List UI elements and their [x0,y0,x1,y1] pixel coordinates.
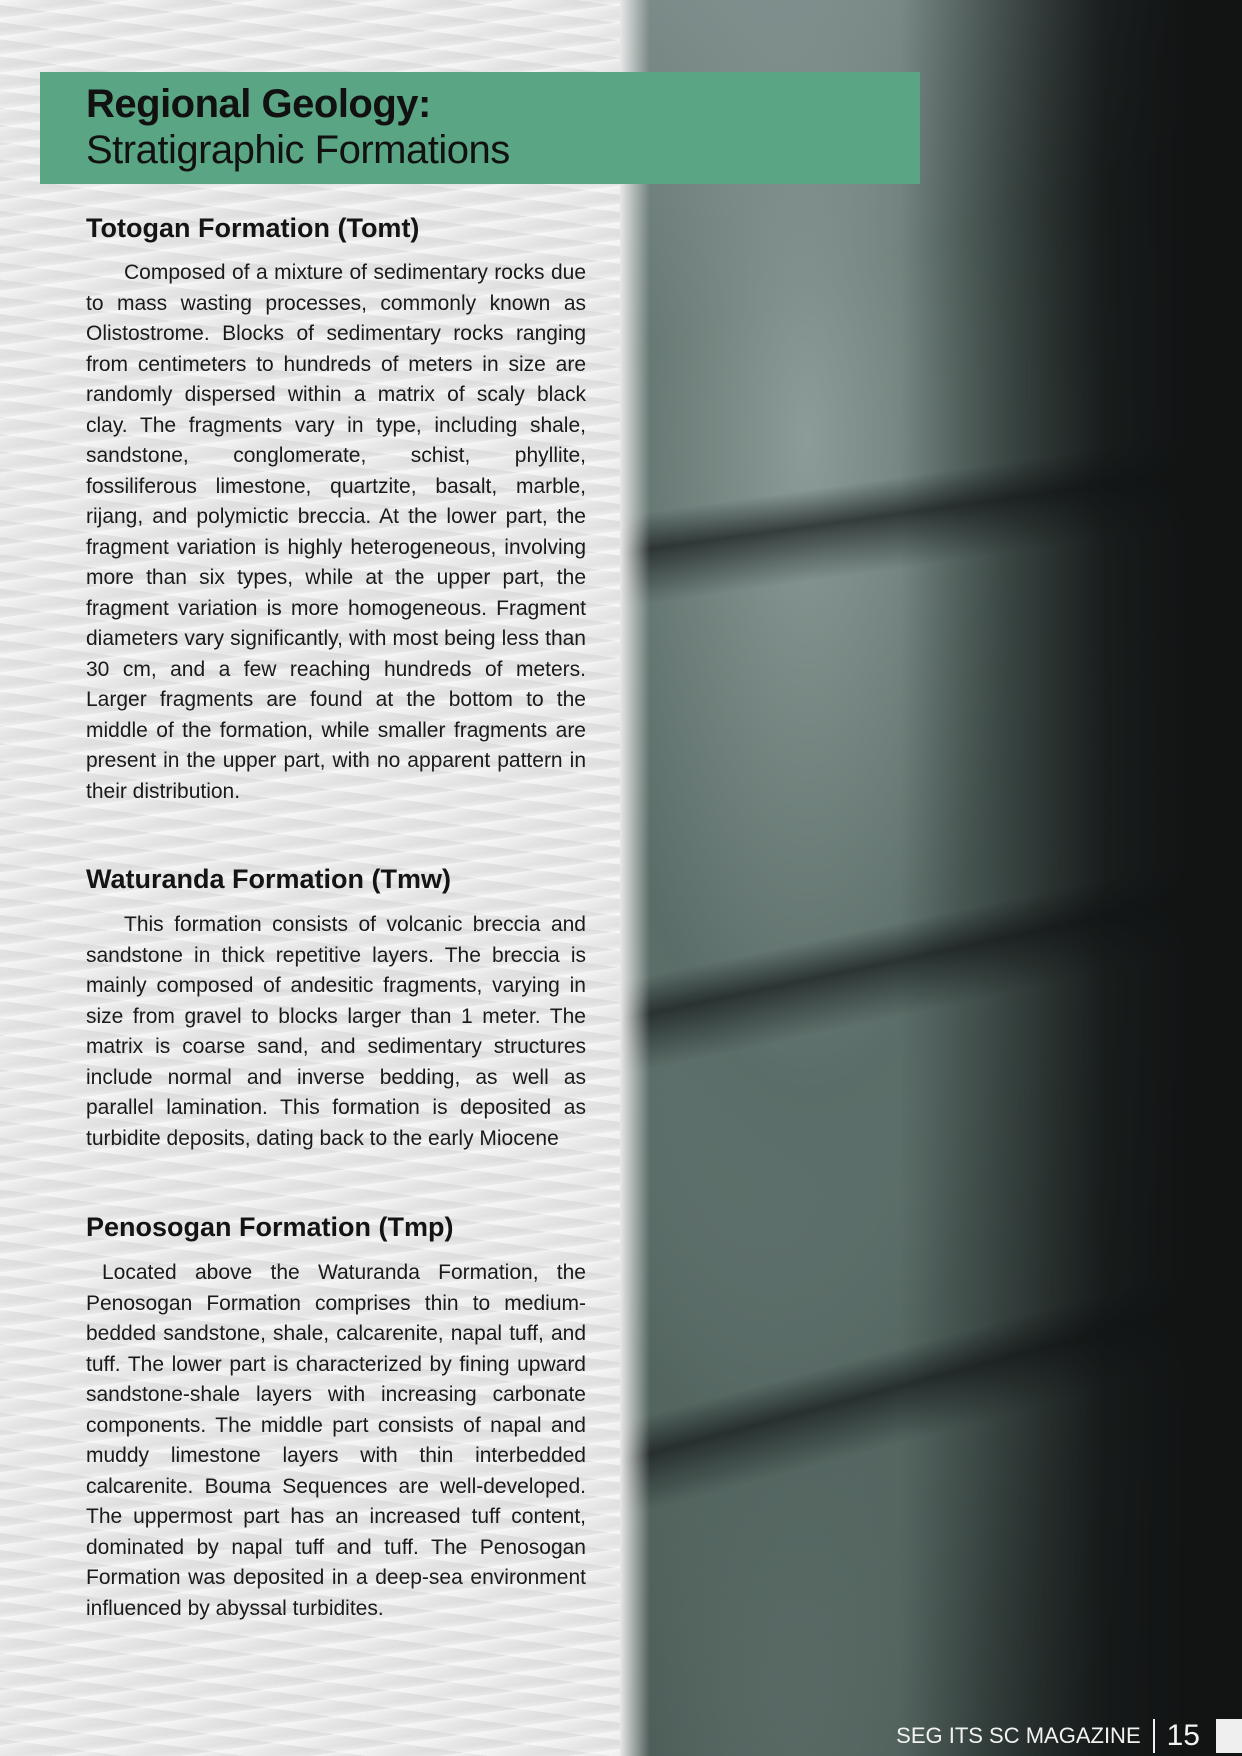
page-number: 15 [1166,1719,1200,1752]
page-footer [896,1718,1242,1754]
footer-divider [1153,1719,1155,1753]
magazine-name: SEG ITS SC MAGAZINE [896,1723,1141,1748]
section-heading-penosogan: Penosogan Formation (Tmp) [86,1212,454,1242]
section-body-totogan: Composed of a mixture of sedimentary rocks due to mass wasting processes, commonly known as Olistostrome. Blocks of sedimentary rocks ranging from centimeters to hundreds of meters in size are randomly dispersed within a matrix of scaly black clay. The fragments vary in type, including shale, sandstone, conglomerate, schist, phyllite, fossiliferous limestone, quartzite, basalt, marble, rijang, and polymictic breccia. At the lower part, the fragment variation is highly heterogeneous, involving more than six types, while at the upper part, the fragment variation is more homogeneous. Fragment diameters vary significantly, with most being less than 30 cm, and a few reaching hundreds of meters. Larger fragments are found at the bottom to the middle of the formation, while smaller fragments are present in the upper part, with no apparent pattern in their distribution. [86,261,586,803]
rock-outcrop-photo [620,0,1242,1756]
section-body-waturanda: This formation consists of volcanic breccia and sandstone in thick repetitive layers. The breccia is mainly composed of andesitic fragments, varying in size from gravel to blocks larger than 1 meter. The matrix is coarse sand, and sedimentary structures include normal and inverse bedding, as well as parallel lamination. This formation is deposited as turbidite deposits, dating back to the early Miocene [86,913,586,1150]
section-body-penosogan: Located above the Waturanda Formation, the Penosogan Formation comprises thin to medium-bedded sandstone, shale, calcarenite, napal tuff, and tuff. The lower part is characterized by fining upward sandstone-shale layers with increasing carbonate components. The middle part consists of napal and muddy limestone layers with thin interbedded calcarenite. Bouma Sequences are well-developed. The uppermost part has an increased tuff content, dominated by napal tuff and tuff. The Penosogan Formation was deposited in a deep-sea environment influenced by abyssal turbidites. [86,1261,586,1620]
section-heading-waturanda: Waturanda Formation (Tmw) [86,864,451,894]
page-title: Regional Geology: [86,82,431,126]
section-heading-totogan: Totogan Formation (Tomt) [86,213,420,243]
footer-tab-block [1216,1719,1242,1753]
page-subtitle: Stratigraphic Formations [86,128,510,172]
